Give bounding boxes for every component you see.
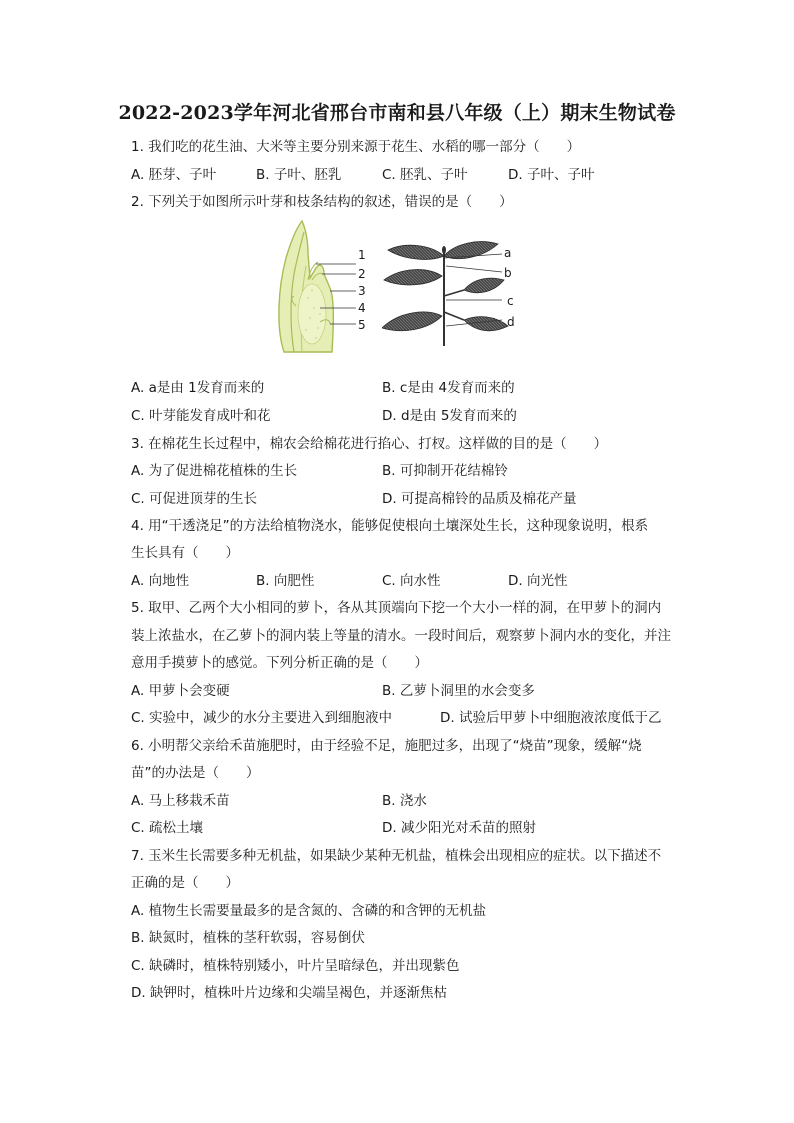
question-2-option-a[interactable]: A. a是由 1发育而来的 — [131, 380, 265, 396]
question-5-option-c[interactable]: C. 实验中，减少的水分主要进入到细胞液中 — [131, 710, 393, 726]
question-4-option-a[interactable]: A. 向地性 — [131, 573, 190, 589]
question-3-option-c[interactable]: C. 可促进顶芽的生长 — [131, 491, 258, 507]
question-5-stem: 5. 取甲、乙两个大小相同的萝卜，各从其顶端向下挖一个大小一样的洞，在甲萝卜的洞内 — [131, 600, 662, 616]
question-6-stem: 6. 小明帮父亲给禾苗施肥时，由于经验不足，施肥过多，出现了“烧苗”现象，缓解“烧 — [131, 738, 642, 754]
question-6-option-a[interactable]: A. 马上移栽禾苗 — [131, 793, 230, 809]
question-5-option-a[interactable]: A. 甲萝卜会变硬 — [131, 683, 230, 699]
question-1-option-b[interactable]: B. 子叶、胚乳 — [256, 167, 342, 183]
question-4-option-b[interactable]: B. 向肥性 — [256, 573, 315, 589]
branch-label-a: a — [504, 246, 512, 260]
question-6-option-b[interactable]: B. 浇水 — [382, 793, 427, 809]
leaf-bud-diagram — [272, 218, 372, 354]
question-1-option-a[interactable]: A. 胚芽、子叶 — [131, 167, 217, 183]
bud-label-5: 5 — [358, 318, 366, 332]
question-7-stem: 7. 玉米生长需要多种无机盐，如果缺少某种无机盐，植株会出现相应的症状。以下描述不 — [131, 848, 662, 864]
question-7-option-a[interactable]: A. 植物生长需要量最多的是含氮的、含磷的和含钾的无机盐 — [131, 903, 487, 919]
branch-label-d: d — [507, 315, 515, 329]
branch-label-c: c — [507, 294, 514, 308]
question-6-option-c[interactable]: C. 疏松土壤 — [131, 820, 204, 836]
question-1-option-d[interactable]: D. 子叶、子叶 — [508, 167, 595, 183]
question-3-option-b[interactable]: B. 可抑制开花结棉铃 — [382, 463, 508, 479]
question-3-option-d[interactable]: D. 可提高棉铃的品质及棉花产量 — [382, 491, 577, 507]
question-4-stem: 4. 用“干透浇足”的方法给植物浇水，能够促使根向土壤深处生长，这种现象说明，根系 — [131, 518, 649, 534]
branch-label-b: b — [504, 266, 512, 280]
question-6-option-d[interactable]: D. 减少阳光对禾苗的照射 — [382, 820, 536, 836]
question-4-option-c[interactable]: C. 向水性 — [382, 573, 441, 589]
question-2-option-d[interactable]: D. d是由 5发育而来的 — [382, 408, 517, 424]
bud-label-4: 4 — [358, 301, 366, 315]
question-1-option-c[interactable]: C. 胚乳、子叶 — [382, 167, 468, 183]
question-5-option-b[interactable]: B. 乙萝卜洞里的水会变多 — [382, 683, 535, 699]
bud-label-2: 2 — [358, 267, 366, 281]
question-3-stem: 3. 在棉花生长过程中，棉农会给棉花进行掐心、打杈。这样做的目的是（ ） — [131, 436, 608, 452]
question-2-option-c[interactable]: C. 叶芽能发育成叶和花 — [131, 408, 271, 424]
question-4-option-d[interactable]: D. 向光性 — [508, 573, 568, 589]
question-5-option-d[interactable]: D. 试验后甲萝卜中细胞液浓度低于乙 — [440, 710, 662, 726]
bud-label-3: 3 — [358, 284, 366, 298]
question-4-stem-continued: 生长具有（ ） — [131, 545, 239, 561]
question-5-stem-continued: 装上浓盐水，在乙萝卜的洞内装上等量的清水。一段时间后，观察萝卜洞内水的变化，并注 — [131, 628, 671, 644]
question-7-option-c[interactable]: C. 缺磷时，植株特别矮小，叶片呈暗绿色，并出现紫色 — [131, 958, 460, 974]
question-7-stem-continued: 正确的是（ ） — [131, 875, 239, 891]
question-1-stem: 1. 我们吃的花生油、大米等主要分别来源于花生、水稻的哪一部分（ ） — [131, 139, 581, 155]
question-3-option-a[interactable]: A. 为了促进棉花植株的生长 — [131, 463, 298, 479]
question-6-stem-continued: 苗”的办法是（ ） — [131, 765, 260, 781]
question-2-stem: 2. 下列关于如图所示叶芽和枝条结构的叙述，错误的是（ ） — [131, 194, 513, 210]
question-7-option-d[interactable]: D. 缺钾时，植株叶片边缘和尖端呈褐色，并逐渐焦枯 — [131, 985, 447, 1001]
question-7-option-b[interactable]: B. 缺氮时，植株的茎秆软弱，容易倒伏 — [131, 930, 365, 946]
page-title: 2022-2023学年河北省邢台市南和县八年级（上）期末生物试卷 — [118, 102, 676, 124]
bud-label-1: 1 — [358, 248, 366, 262]
branch-diagram — [382, 236, 512, 348]
question-5-stem-continued-2: 意用手摸萝卜的感觉。下列分析正确的是（ ） — [131, 655, 428, 671]
question-2-option-b[interactable]: B. c是由 4发育而来的 — [382, 380, 515, 396]
